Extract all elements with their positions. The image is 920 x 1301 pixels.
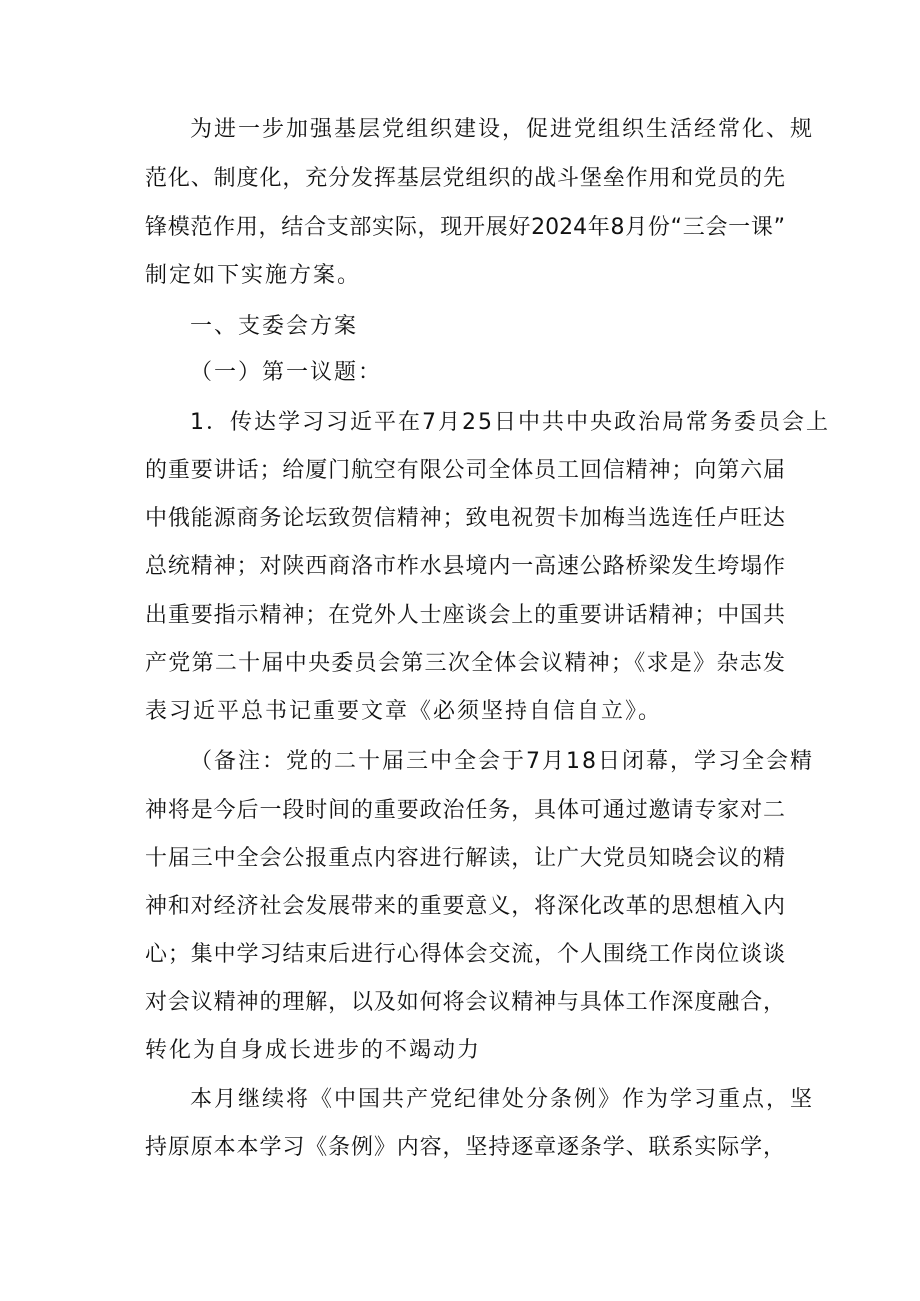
note-line-1: （备注：党的二十届三中全会于7月18日闭幕，学习全会精	[190, 749, 814, 774]
note-line-3: 十届三中全会公报重点内容进行解读，让广大党员知晓会议的精	[145, 846, 785, 871]
item-1-line-1: 1．传达学习习近平在7月25日中共中央政治局常务委员会上	[190, 410, 830, 435]
regulation-paragraph-line-2: 持原原本本学习《条例》内容，坚持逐章逐条学、联系实际学，	[145, 1135, 785, 1160]
item-1-line-4: 总统精神；对陕西商洛市柞水县境内一高速公路桥梁发生垮塌作	[145, 554, 785, 579]
section-heading-committee: 一、支委会方案	[190, 314, 359, 339]
note-line-6: 对会议精神的理解，以及如何将会议精神与具体工作深度融合，	[145, 990, 785, 1015]
item-1-line-2: 的重要讲话；给厦门航空有限公司全体员工回信精神；向第六届	[145, 458, 785, 483]
paragraph-intro-line-1: 为进一步加强基层党组织建设，促进党组织生活经常化、规	[190, 117, 815, 142]
paragraph-intro-line-3: 锋模范作用，结合支部实际，现开展好2024年8月份“三会一课”	[145, 215, 785, 240]
paragraph-intro-line-4: 制定如下实施方案。	[145, 263, 362, 288]
note-line-7: 转化为自身成长进步的不竭动力	[145, 1038, 482, 1063]
item-1-line-3: 中俄能源商务论坛致贺信精神；致电祝贺卡加梅当选连任卢旺达	[145, 506, 785, 531]
paragraph-intro-line-2: 范化、制度化，充分发挥基层党组织的战斗堡垒作用和党员的先	[145, 166, 785, 191]
item-1-line-7: 表习近平总书记重要文章《必须坚持自信自立》。	[145, 699, 663, 724]
note-line-4: 神和对经济社会发展带来的重要意义，将深化改革的思想植入内	[145, 894, 785, 919]
note-line-5: 心；集中学习结束后进行心得体会交流，个人围绕工作岗位谈谈	[145, 942, 785, 967]
item-1-line-6: 产党第二十届中央委员会第三次全体会议精神；《求是》杂志发	[145, 651, 785, 676]
subsection-heading-first-topic: （一）第一议题：	[190, 360, 383, 385]
item-1-line-5: 出重要指示精神；在党外人士座谈会上的重要讲话精神；中国共	[145, 603, 785, 628]
regulation-paragraph-line-1: 本月继续将《中国共产党纪律处分条例》作为学习重点，坚	[190, 1087, 815, 1112]
note-line-2: 神将是今后一段时间的重要政治任务，具体可通过邀请专家对二	[145, 798, 785, 823]
